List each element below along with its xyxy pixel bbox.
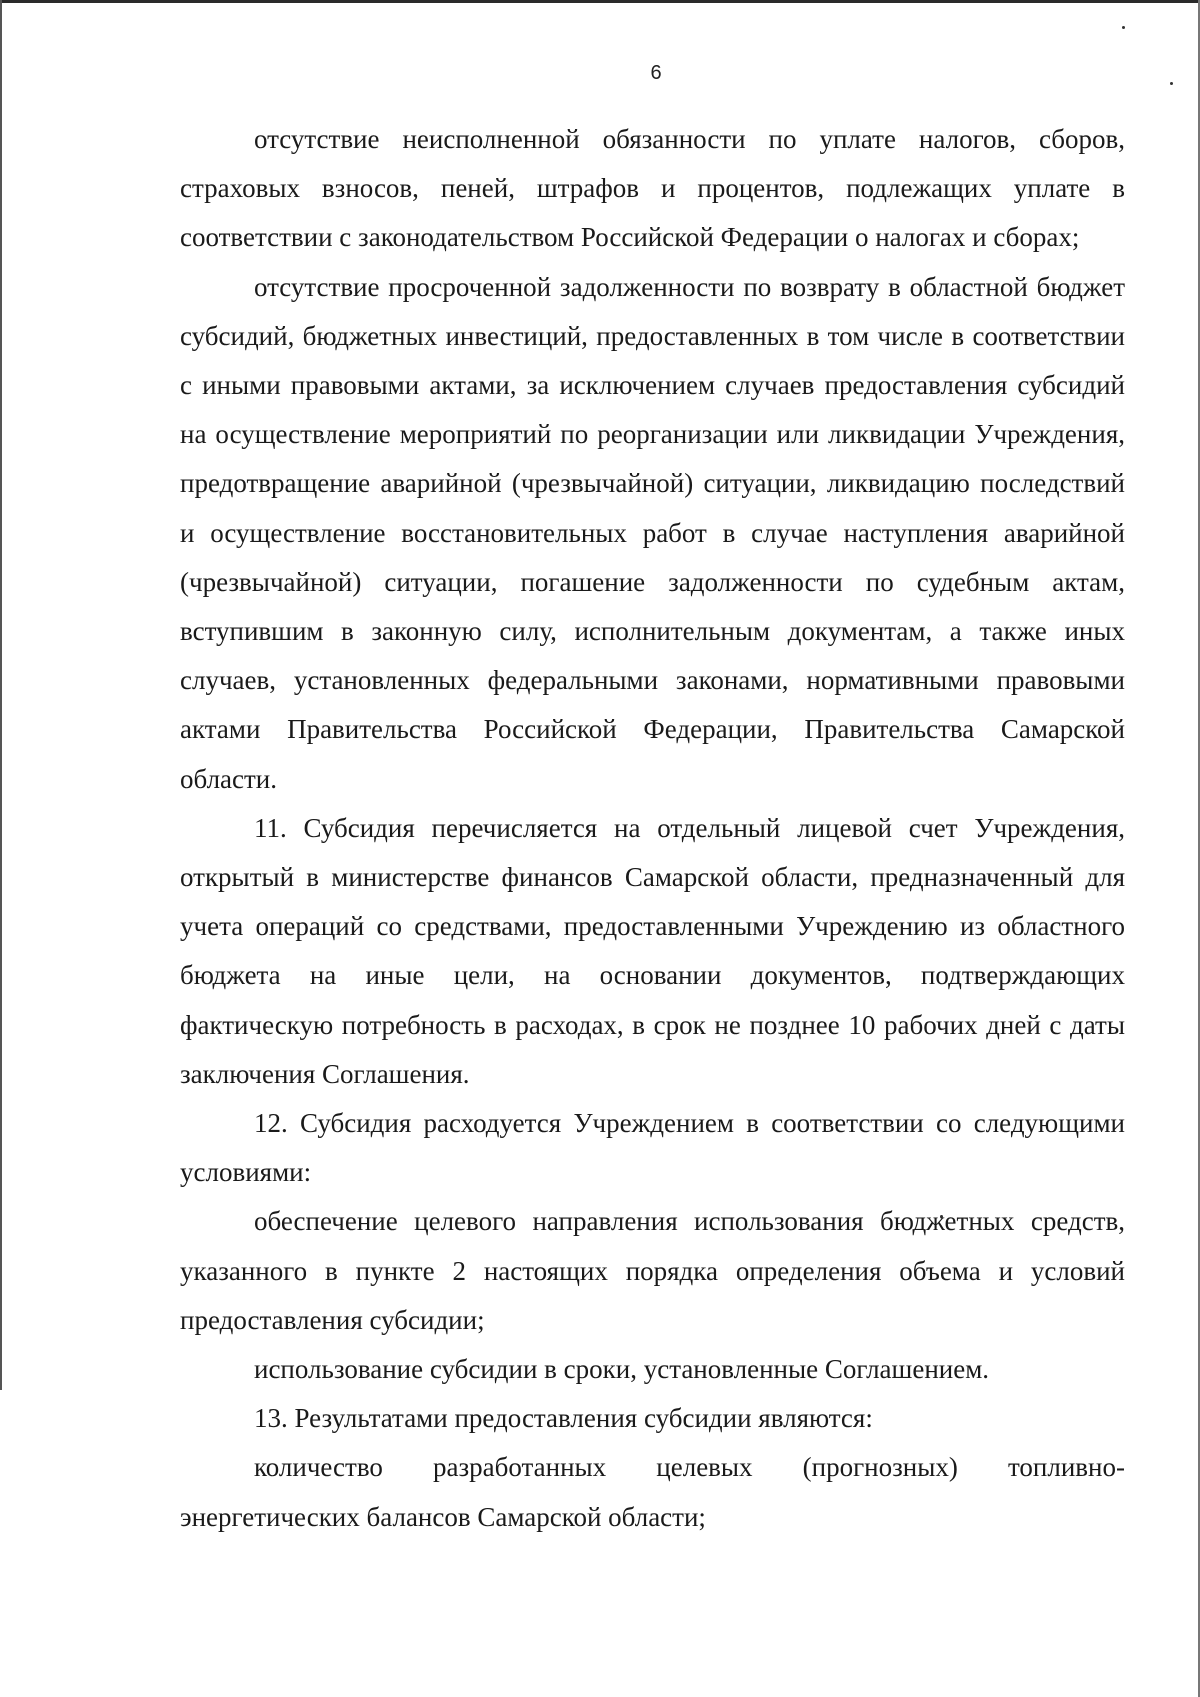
paragraph-item-12: 12. Субсидия расходуется Учреждением в соответствии со следующими условиями:: [180, 1108, 1125, 1188]
scan-left-edge: [0, 0, 2, 1390]
page-number: 6: [650, 62, 662, 84]
paragraph-item-11: 11. Субсидия перечисляется на отдельный лицевой счет Учреждения, открытый в министерстве финансов Самарской области, предназначенный для учета операций со средствами, предоставленными Учреждению из областного бюджета на иные цели, на основании документов, подтверждающих фактическую потребность в расходах, в срок не позднее 10 рабочих дней с даты заключения Соглашения.: [180, 812, 1125, 1089]
document-body: [180, 115, 1125, 1542]
paragraph-result-balances: количество разработанных целевых (прогнозных) топливно-энергетических балансов Самарской области;: [180, 1452, 1125, 1532]
scan-speck: [1122, 26, 1125, 29]
paragraph-no-tax-debt: отсутствие неисполненной обязанности по уплате налогов, сборов, страховых взносов, пеней, штрафов и процентов, подлежащих уплате в соответствии с законодательством Российской Федерации о налогах и сборах;: [180, 124, 1125, 253]
paragraph-target-use: обеспечение целевого направления использования бюджетных средств, указанного в пункте 2 настоящих порядка определения объема и условий предоставления субсидии;: [180, 1206, 1125, 1335]
paragraph-no-overdue-debt: отсутствие просроченной задолженности по возврату в областной бюджет субсидий, бюджетных инвестиций, предоставленных в том числе в соответствии с иными правовыми актами, за исключением случаев предоставления субсидий на осуществление мероприятий по реорганизации или ликвидации Учреждения, предотвращение аварийной (чрезвычайной) ситуации, ликвидацию последствий и осуществление восстановительных работ в случае наступления аварийной (чрезвычайной) ситуации, погашение задолженности по судебным актам, вступившим в законную силу, исполнительным документам, а также иных случаев, установленных федеральными законами, нормативными правовыми актами Правительства Российской Федерации, Правительства Самарской области.: [180, 271, 1125, 794]
scan-top-edge: [0, 0, 1200, 3]
paragraph-item-13: 13. Результатами предоставления субсидии являются:: [254, 1403, 873, 1434]
paragraph-use-terms: использование субсидии в сроки, установленные Соглашением.: [254, 1354, 990, 1385]
